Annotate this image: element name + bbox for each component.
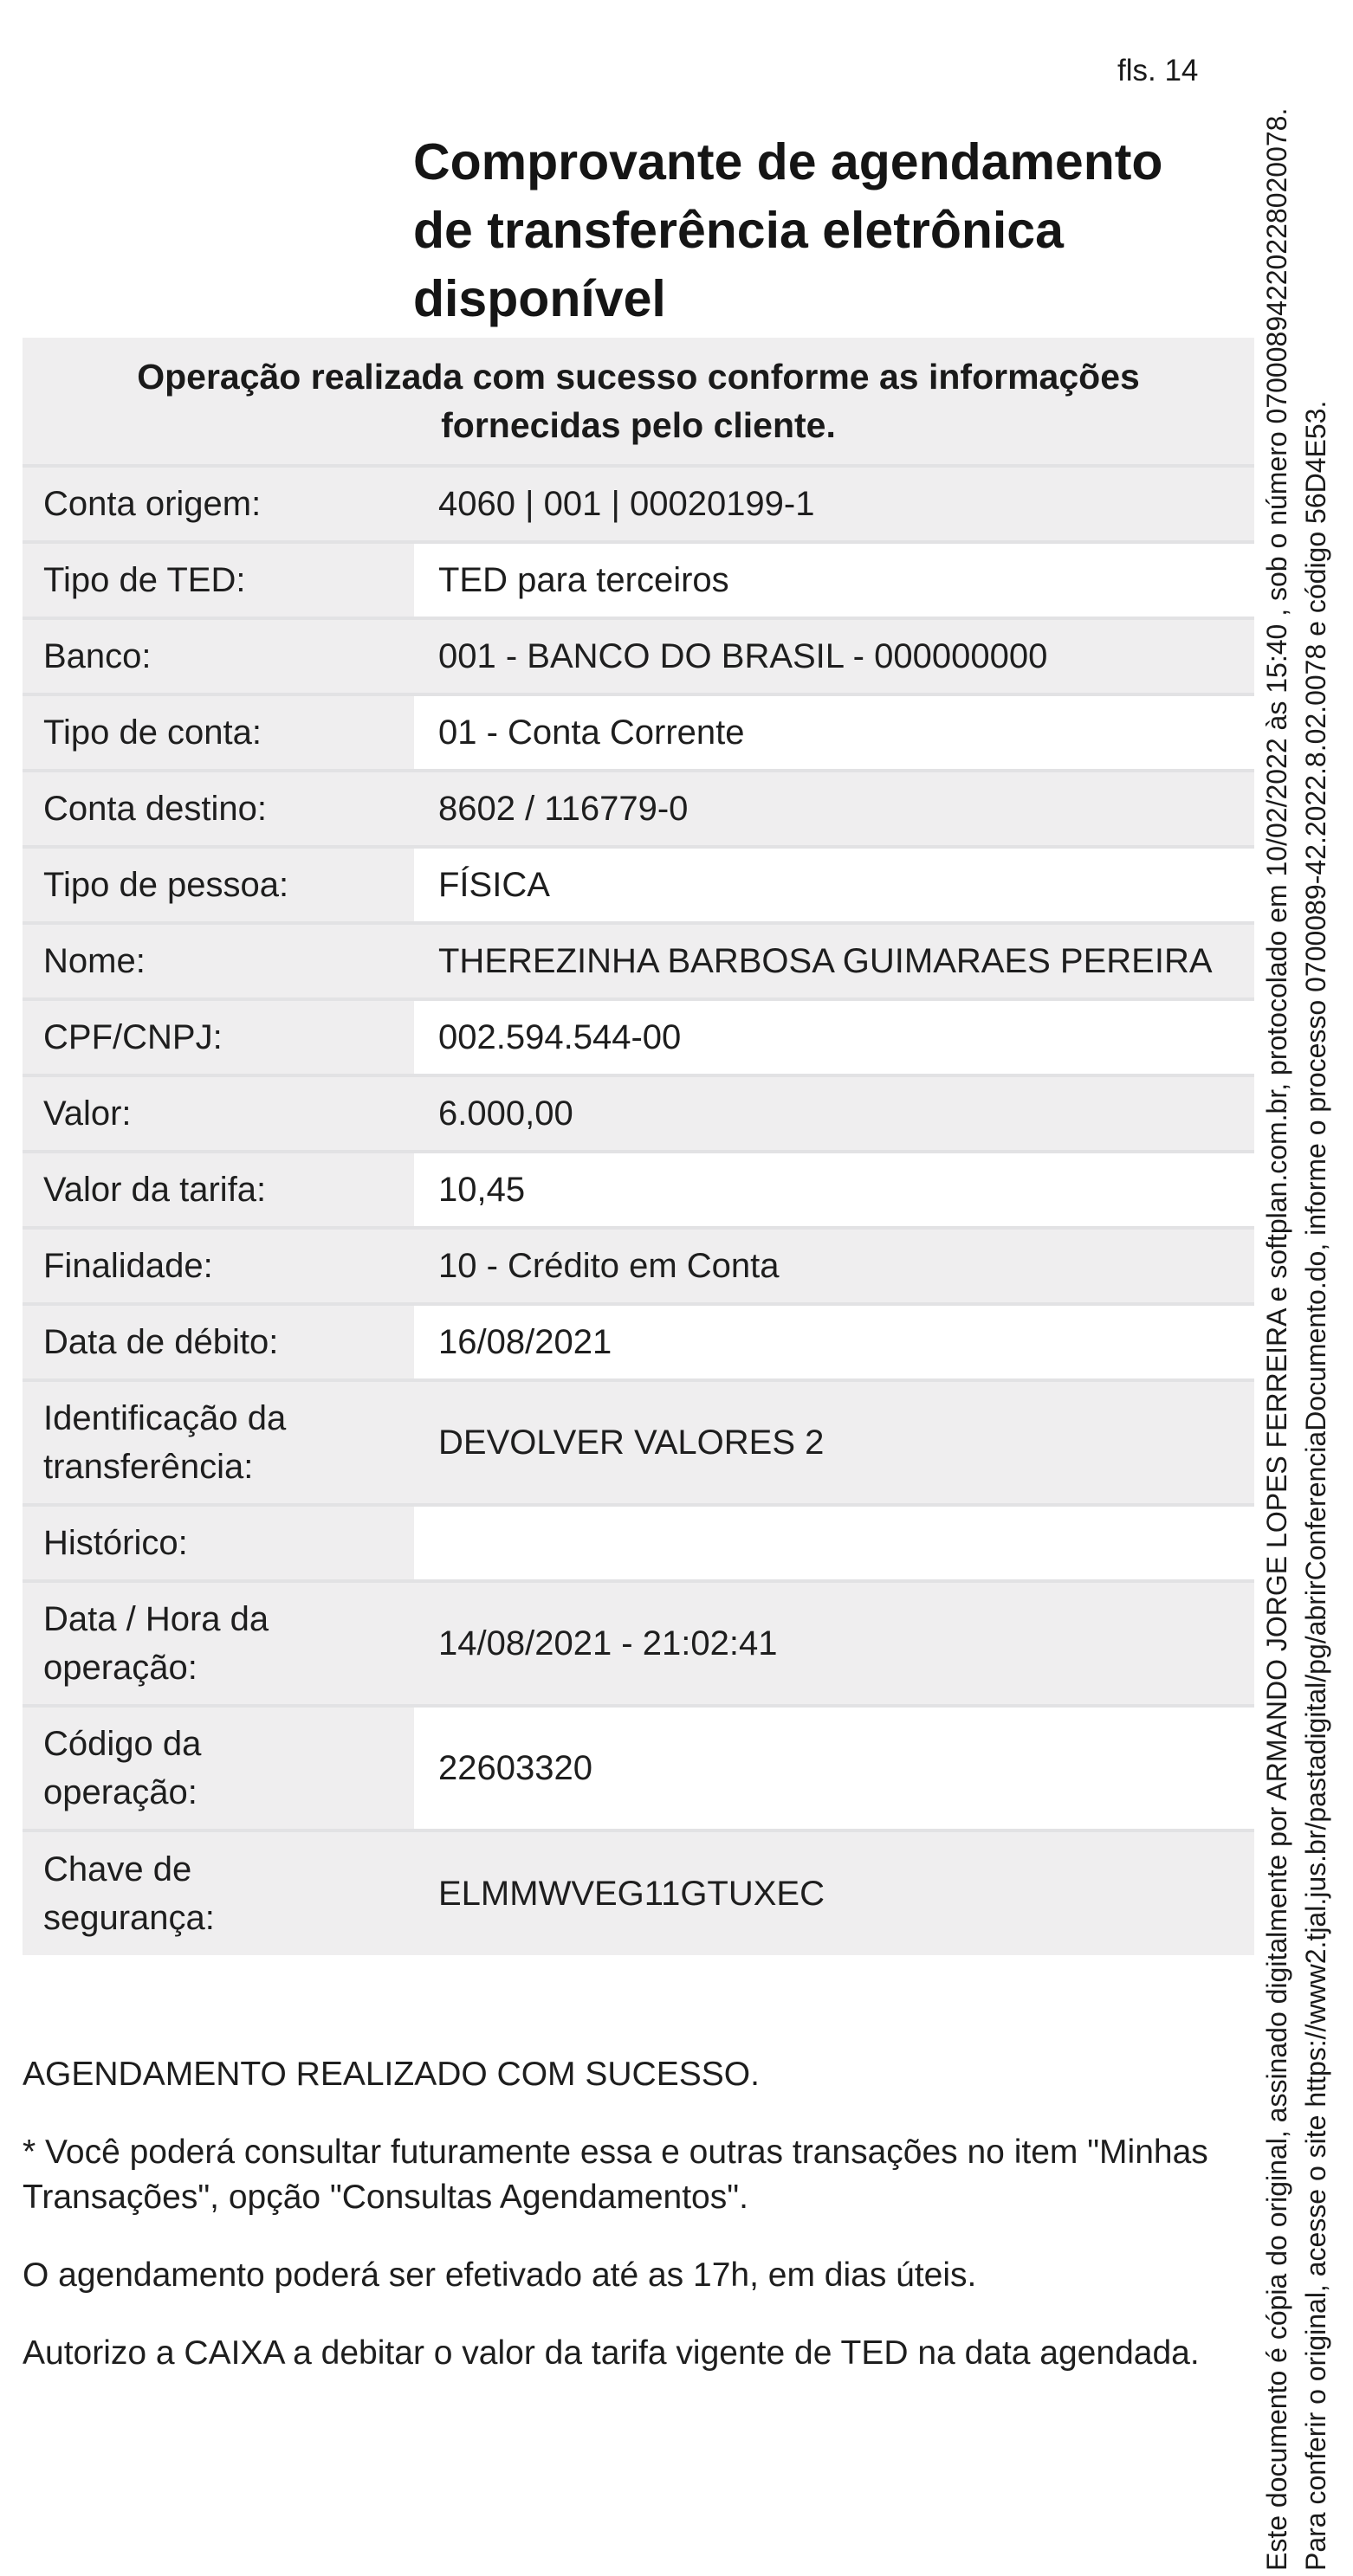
row-value: 22603320 (414, 1706, 1254, 1830)
row-value: 16/08/2021 (414, 1304, 1254, 1380)
stamp-line-2: Para conferir o original, acesse o site https://www2.tjal.jus.br/pastadigital/pg/abrirConferenciaDocumento.do, informe o processo 0700089-42.2022.8.02.0078 e código 56D4E53. (1300, 400, 1331, 2571)
table-row (23, 847, 1254, 923)
page-number: fls. 14 (1117, 54, 1199, 87)
row-value: 4060 | 001 | 00020199-1 (414, 466, 1254, 542)
receipt-panel (23, 338, 1254, 1955)
authorization-note: Autorizo a CAIXA a debitar o valor da tarifa vigente de TED na data agendada. (23, 2334, 1200, 2372)
row-label: Valor: (23, 1075, 414, 1152)
row-label: Finalidade: (23, 1228, 414, 1304)
row-value: 10 - Crédito em Conta (414, 1228, 1254, 1304)
row-label: Conta origem: (23, 466, 414, 542)
deadline-note: O agendamento poderá ser efetivado até as 17h, em dias úteis. (23, 2256, 977, 2294)
table-row (23, 542, 1254, 618)
row-value: FÍSICA (414, 847, 1254, 923)
row-value: 14/08/2021 - 21:02:41 (414, 1581, 1254, 1706)
table-row (23, 694, 1254, 771)
row-label: Código da operação: (23, 1706, 414, 1830)
row-label: Nome: (23, 923, 414, 999)
row-value: 002.594.544-00 (414, 999, 1254, 1075)
stamp-line-1: Este documento é cópia do original, assinado digitalmente por ARMANDO JORGE LOPES FERREIRA e softplan.com.br, protocolado em 10/02/2022 às 15:40 , sob o número 07000894220228020078. (1261, 107, 1292, 2571)
table-row (23, 1152, 1254, 1228)
table-row (23, 1505, 1254, 1581)
table-row (23, 923, 1254, 999)
row-value: 01 - Conta Corrente (414, 694, 1254, 771)
table-row (23, 771, 1254, 847)
digital-signature-stamp (1258, 0, 1336, 2576)
table-row (23, 618, 1254, 694)
page-title: Comprovante de agendamento de transferência eletrônica disponível (413, 133, 1163, 327)
row-value: THEREZINHA BARBOSA GUIMARAES PEREIRA (414, 923, 1254, 999)
row-label: Tipo de conta: (23, 694, 414, 771)
table-row (23, 999, 1254, 1075)
receipt-table (23, 464, 1254, 1955)
row-label: Valor da tarifa: (23, 1152, 414, 1228)
row-value: ELMMWVEG11GTUXEC (414, 1830, 1254, 1955)
consult-note: * Você poderá consultar futuramente essa e outras transações no item "Minhas Transações", opção "Consultas Agendamentos". (23, 2134, 1208, 2216)
row-label: Conta destino: (23, 771, 414, 847)
row-value (414, 1505, 1254, 1581)
footer-notes (23, 2052, 1253, 2409)
table-row (23, 1228, 1254, 1304)
row-label: CPF/CNPJ: (23, 999, 414, 1075)
success-header: Operação realizada com sucesso conforme as informações fornecidas pelo cliente. (23, 338, 1254, 464)
table-row (23, 466, 1254, 542)
table-row (23, 1581, 1254, 1706)
row-value: 001 - BANCO DO BRASIL - 000000000 (414, 618, 1254, 694)
row-value: TED para terceiros (414, 542, 1254, 618)
row-label: Banco: (23, 618, 414, 694)
row-label: Tipo de TED: (23, 542, 414, 618)
row-value: 6.000,00 (414, 1075, 1254, 1152)
row-value: 10,45 (414, 1152, 1254, 1228)
row-label: Data / Hora da operação: (23, 1581, 414, 1706)
table-row (23, 1830, 1254, 1955)
row-value: DEVOLVER VALORES 2 (414, 1380, 1254, 1505)
table-row (23, 1380, 1254, 1505)
row-label: Identificação da transferência: (23, 1380, 414, 1505)
table-row (23, 1706, 1254, 1830)
table-row (23, 1304, 1254, 1380)
table-row (23, 1075, 1254, 1152)
row-label: Chave de segurança: (23, 1830, 414, 1955)
row-label: Data de débito: (23, 1304, 414, 1380)
row-label: Histórico: (23, 1505, 414, 1581)
success-message: AGENDAMENTO REALIZADO COM SUCESSO. (23, 2056, 760, 2093)
row-value: 8602 / 116779-0 (414, 771, 1254, 847)
row-label: Tipo de pessoa: (23, 847, 414, 923)
